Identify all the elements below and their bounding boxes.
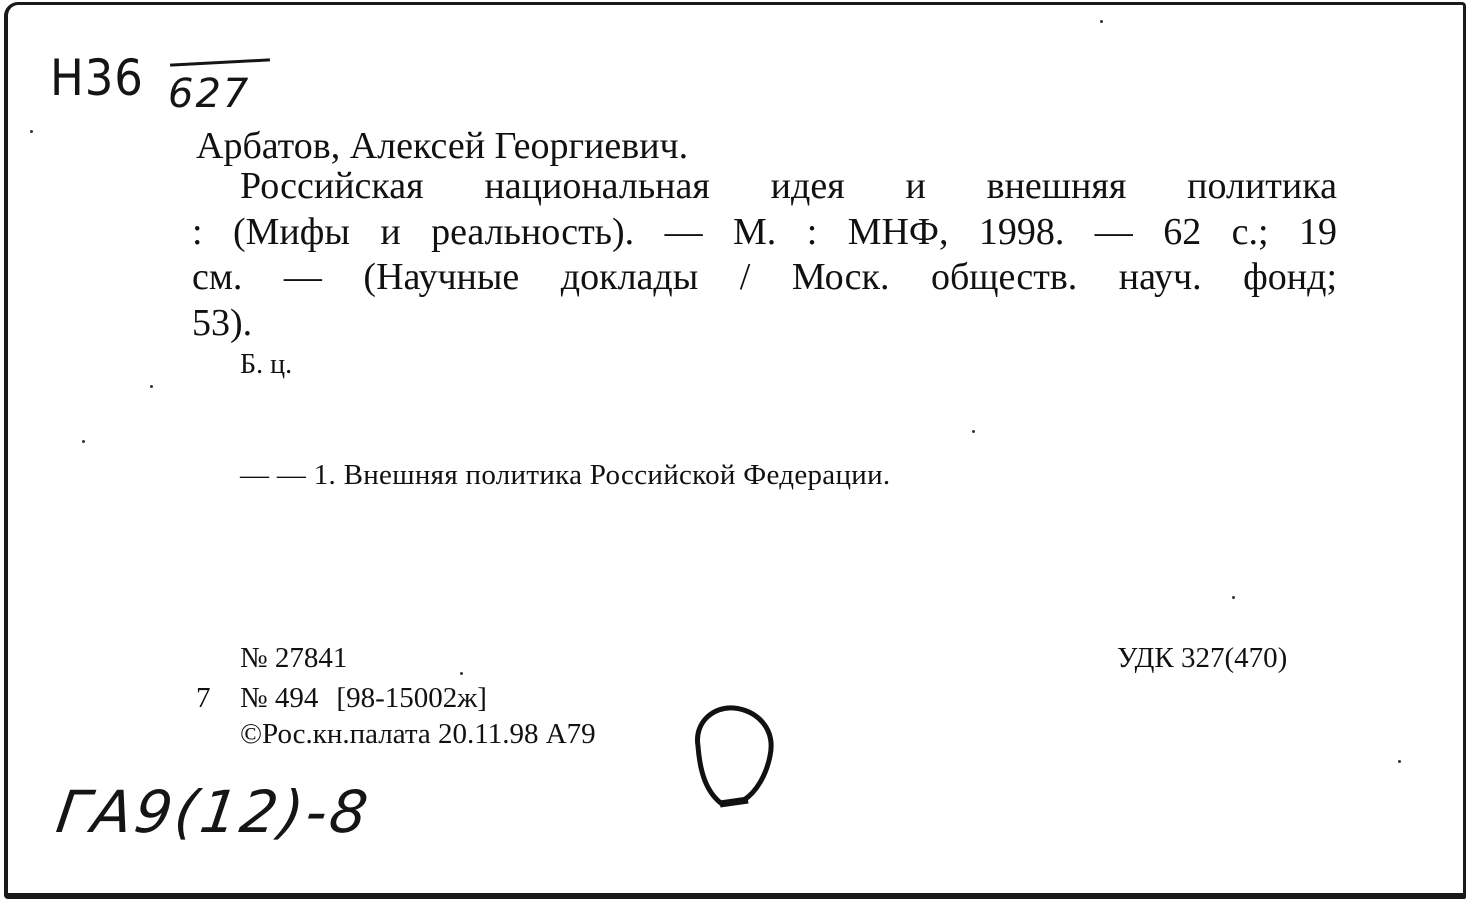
shelf-mark: ГА9(12)-8 — [52, 778, 375, 846]
registration-number: № 27841 — [240, 642, 348, 674]
title-line: 53). — [192, 301, 253, 344]
card-number-row — [196, 682, 487, 715]
title-line: см. — (Научные доклады / Моск. обществ. науч. фонд; — [192, 256, 1337, 298]
speck — [972, 430, 975, 433]
speck — [1232, 596, 1235, 599]
price-note: Б. ц. — [240, 349, 293, 380]
speck — [460, 672, 463, 675]
speck — [82, 440, 85, 443]
author-heading: Арбатов, Алексей Георгиевич. — [196, 125, 689, 167]
book-chamber-line: ©Рос.кн.палата 20.11.98 А79 — [240, 718, 596, 750]
row-marker: 7 — [196, 682, 211, 714]
speck — [1100, 20, 1103, 23]
hole-outline-icon — [684, 700, 780, 820]
subject-heading: — — 1. Внешняя политика Российской Федерации. — [240, 459, 891, 491]
title-description — [192, 164, 1337, 346]
call-number-overline — [170, 58, 270, 66]
speck — [150, 385, 153, 388]
title-line: : (Мифы и реальность). — М. : МНФ, 1998. — 62 с.; 19 — [192, 210, 1337, 253]
card-number: № 494 — [240, 682, 319, 714]
call-number-sub: 627 — [168, 71, 251, 117]
order-code: [98-15002ж] — [336, 682, 487, 714]
speck — [1398, 760, 1401, 763]
speck — [30, 130, 33, 133]
udk-code: УДК 327(470) — [1117, 642, 1288, 674]
call-number: Н36 — [50, 49, 144, 107]
title-line: Российская национальная идея и внешняя политика — [240, 165, 1337, 207]
